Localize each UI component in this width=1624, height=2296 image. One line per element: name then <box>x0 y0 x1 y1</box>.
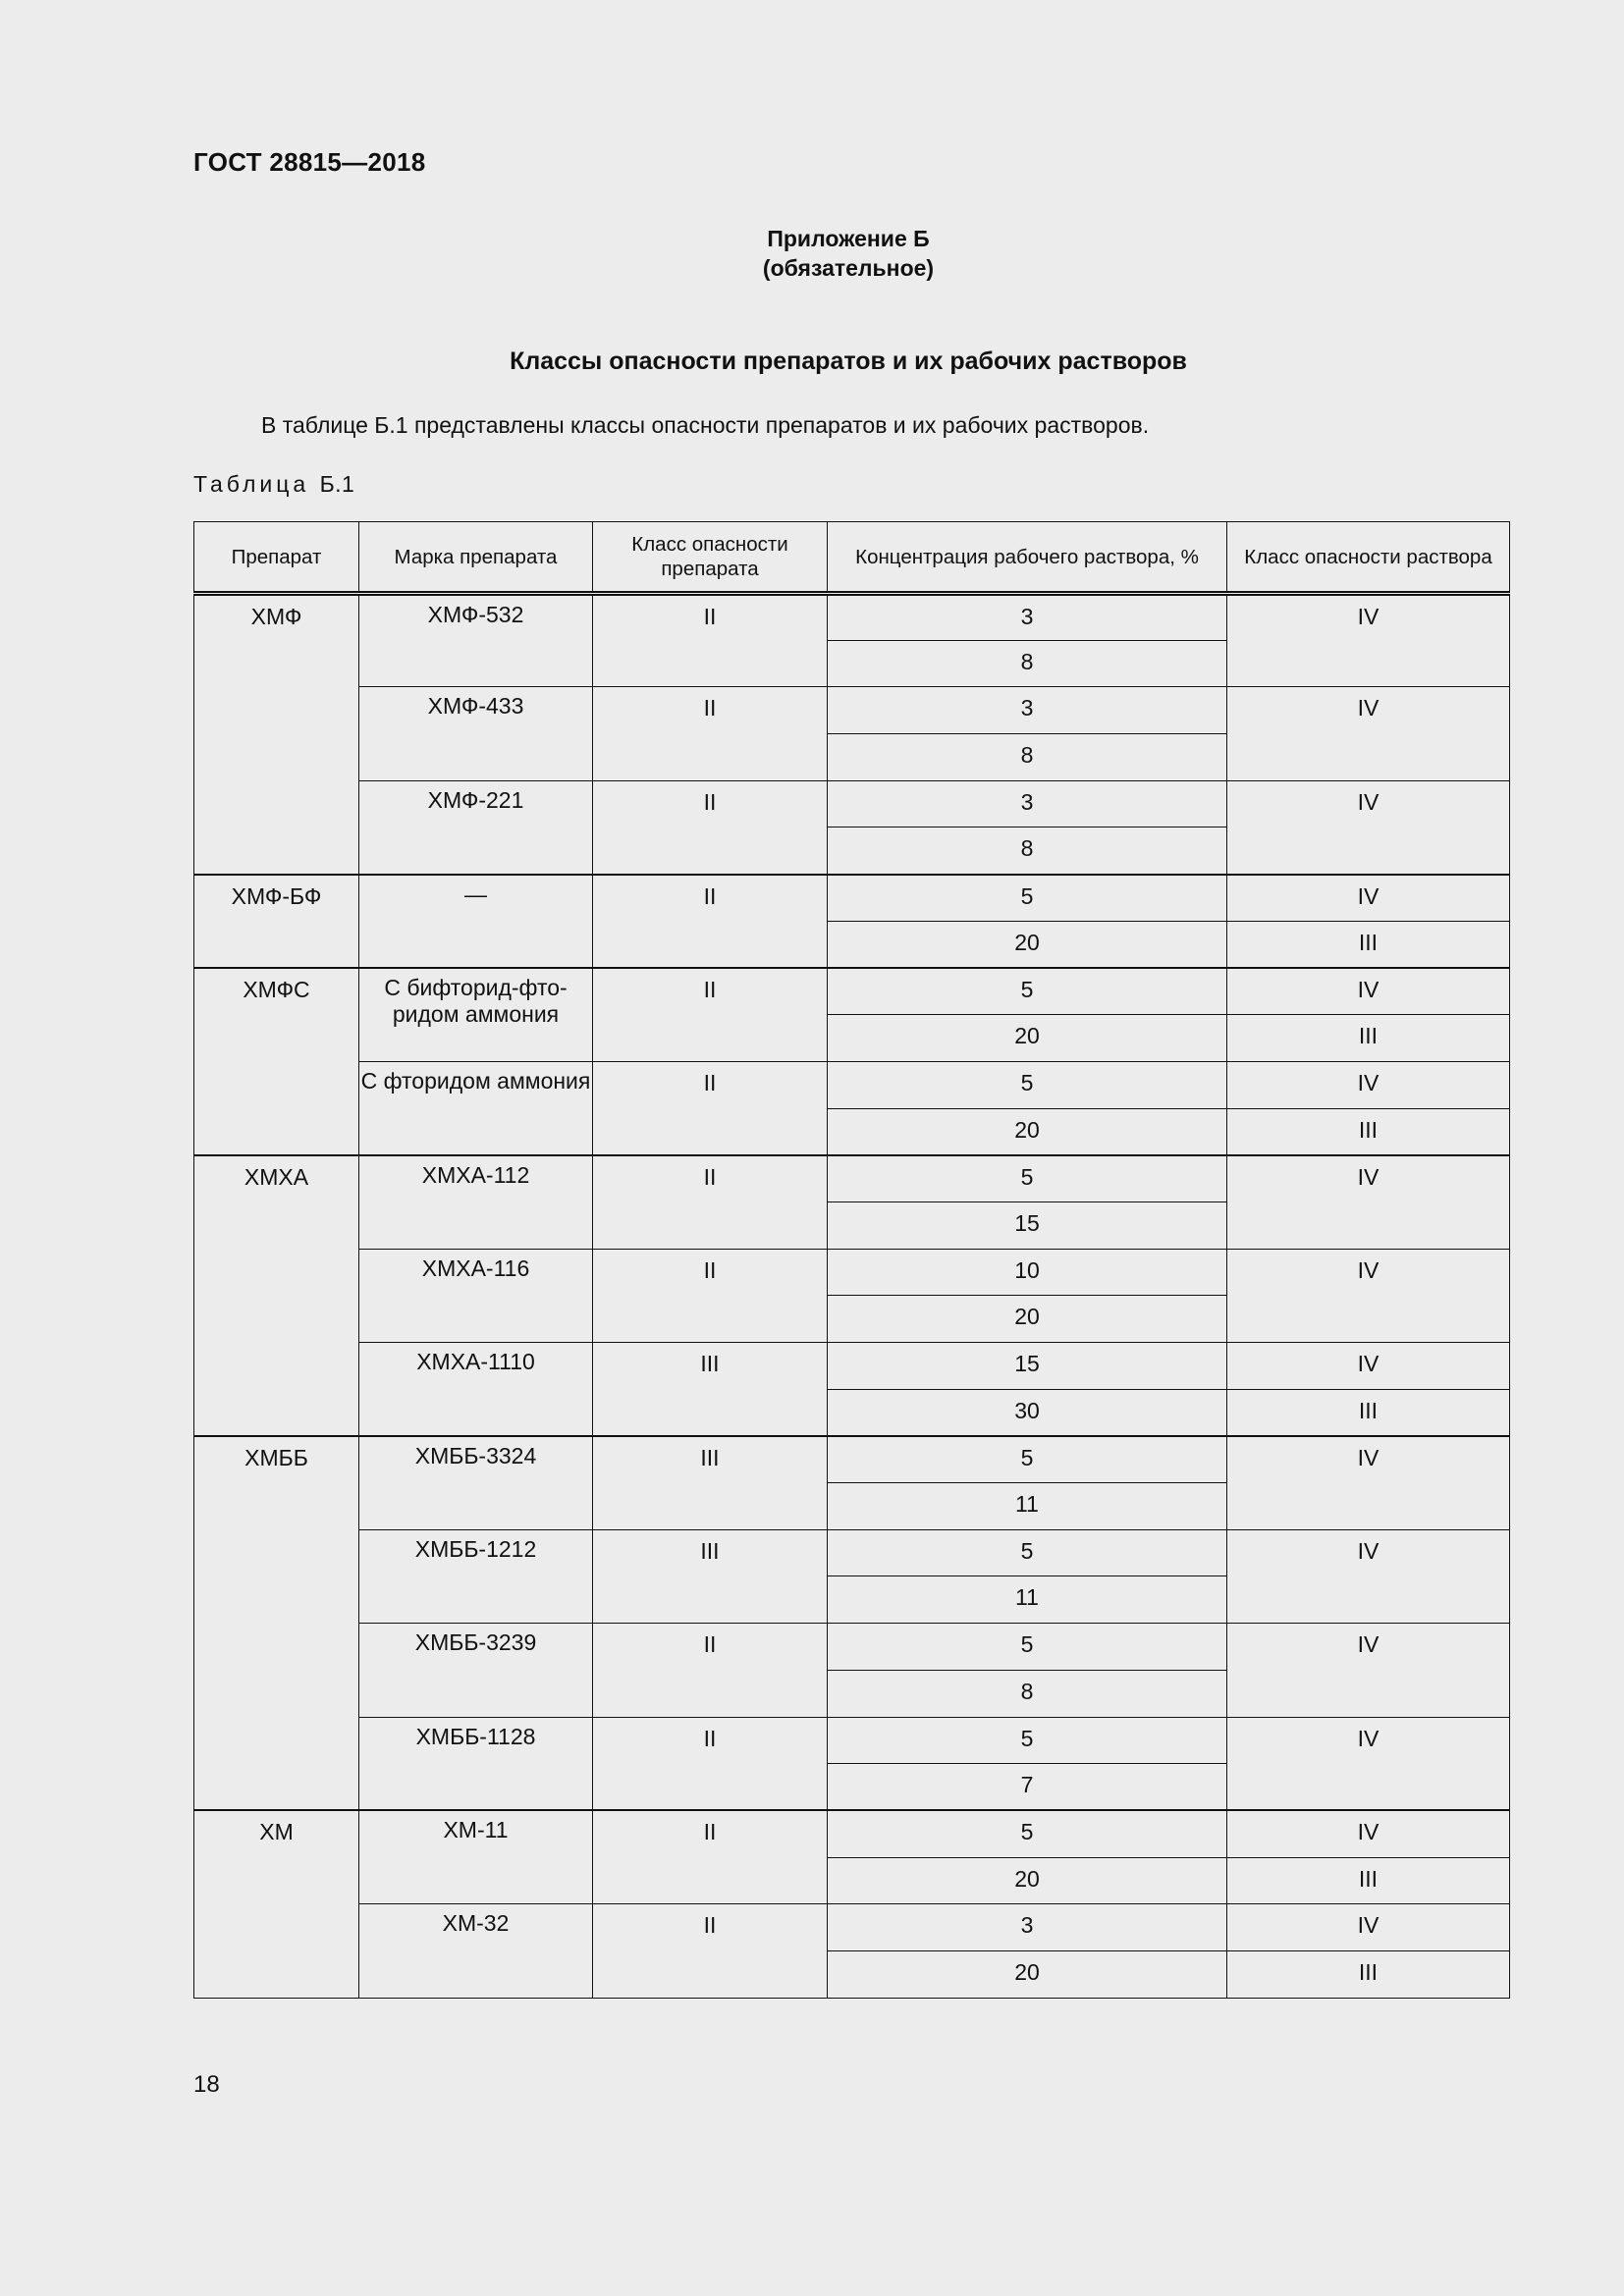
concentration-cell: 11 <box>828 1576 1227 1624</box>
concentration-cell: 30 <box>828 1389 1227 1436</box>
table-caption <box>193 471 354 498</box>
brand-cell: ХМФ-532 <box>359 594 593 687</box>
preparation-hazard-class-cell: II <box>593 1249 828 1342</box>
solution-hazard-class-cell: IV <box>1227 1343 1510 1390</box>
concentration-cell: 20 <box>828 1108 1227 1155</box>
table-row <box>194 594 1510 641</box>
table-row <box>194 1904 1510 1951</box>
concentration-cell: 20 <box>828 1950 1227 1998</box>
solution-hazard-class-cell: III <box>1227 1108 1510 1155</box>
table-row <box>194 875 1510 922</box>
solution-hazard-class-cell: IV <box>1227 1249 1510 1342</box>
preparation-hazard-class-cell: III <box>593 1436 828 1529</box>
brand-cell: С фторидом аммония <box>359 1061 593 1154</box>
preparation-hazard-class-cell: II <box>593 1155 828 1249</box>
preparation-hazard-class-cell: II <box>593 1061 828 1154</box>
concentration-cell: 11 <box>828 1483 1227 1530</box>
concentration-cell: 15 <box>828 1343 1227 1390</box>
column-header: Класс опасности раствора <box>1227 522 1510 594</box>
solution-hazard-class-cell: IV <box>1227 594 1510 687</box>
solution-hazard-class-cell: III <box>1227 1950 1510 1998</box>
concentration-cell: 20 <box>828 921 1227 968</box>
solution-hazard-class-cell: III <box>1227 1389 1510 1436</box>
concentration-cell: 5 <box>828 1810 1227 1857</box>
intro-paragraph: В таблице Б.1 представлены классы опасности препаратов и их рабочих растворов. <box>261 412 1150 438</box>
table-row <box>194 1061 1510 1108</box>
concentration-cell: 8 <box>828 640 1227 687</box>
solution-hazard-class-cell: IV <box>1227 687 1510 780</box>
concentration-cell: 8 <box>828 828 1227 875</box>
column-header: Марка препарата <box>359 522 593 594</box>
concentration-cell: 8 <box>828 734 1227 781</box>
document-code: ГОСТ 28815—2018 <box>193 147 426 177</box>
preparation-hazard-class-cell: II <box>593 1810 828 1903</box>
preparation-cell: ХМХА <box>194 1155 359 1436</box>
preparation-cell: ХМФ <box>194 594 359 875</box>
solution-hazard-class-cell: III <box>1227 1015 1510 1062</box>
column-header: Класс опасности препарата <box>593 522 828 594</box>
table-caption-label: Таблица <box>193 471 310 497</box>
table-row <box>194 1529 1510 1576</box>
hazard-class-table <box>193 521 1510 1999</box>
appendix-status: (обязательное) <box>762 255 935 281</box>
concentration-cell: 3 <box>828 780 1227 828</box>
concentration-cell: 5 <box>828 1717 1227 1764</box>
concentration-cell: 8 <box>828 1670 1227 1717</box>
column-header: Препарат <box>194 522 359 594</box>
table-body <box>194 594 1510 1999</box>
preparation-hazard-class-cell: II <box>593 1904 828 1998</box>
concentration-cell: 3 <box>828 687 1227 734</box>
solution-hazard-class-cell: IV <box>1227 1529 1510 1623</box>
brand-cell: ХМХА-112 <box>359 1155 593 1249</box>
concentration-cell: 15 <box>828 1201 1227 1249</box>
table-header-row <box>194 522 1510 594</box>
preparation-cell: ХМББ <box>194 1436 359 1811</box>
brand-cell: ХМ-11 <box>359 1810 593 1903</box>
concentration-cell: 3 <box>828 594 1227 641</box>
table-row <box>194 1717 1510 1764</box>
preparation-cell: ХМФ-БФ <box>194 875 359 968</box>
solution-hazard-class-cell: IV <box>1227 1904 1510 1951</box>
concentration-cell: 5 <box>828 1061 1227 1108</box>
table-row <box>194 1343 1510 1390</box>
concentration-cell: 5 <box>828 1529 1227 1576</box>
brand-cell: ХМББ-1212 <box>359 1529 593 1623</box>
concentration-cell: 3 <box>828 1904 1227 1951</box>
preparation-hazard-class-cell: II <box>593 968 828 1061</box>
brand-cell: ХМББ-3324 <box>359 1436 593 1529</box>
solution-hazard-class-cell: IV <box>1227 1155 1510 1249</box>
concentration-cell: 20 <box>828 1015 1227 1062</box>
brand-cell: ХМХА-1110 <box>359 1343 593 1436</box>
preparation-hazard-class-cell: II <box>593 687 828 780</box>
concentration-cell: 20 <box>828 1857 1227 1904</box>
solution-hazard-class-cell: IV <box>1227 1717 1510 1810</box>
preparation-hazard-class-cell: II <box>593 780 828 874</box>
brand-cell: ХМ-32 <box>359 1904 593 1998</box>
appendix-title: Приложение Б <box>767 226 930 251</box>
table-row <box>194 687 1510 734</box>
concentration-cell: 5 <box>828 1436 1227 1483</box>
page-number: 18 <box>193 2071 220 2098</box>
solution-hazard-class-cell: IV <box>1227 875 1510 922</box>
preparation-hazard-class-cell: III <box>593 1529 828 1623</box>
preparation-hazard-class-cell: II <box>593 875 828 968</box>
table-row <box>194 1624 1510 1671</box>
solution-hazard-class-cell: IV <box>1227 1436 1510 1529</box>
preparation-cell: ХМФС <box>194 968 359 1155</box>
solution-hazard-class-cell: IV <box>1227 1624 1510 1717</box>
brand-cell: ХМФ-221 <box>359 780 593 874</box>
table-caption-number: Б.1 <box>319 471 355 497</box>
solution-hazard-class-cell: III <box>1227 1857 1510 1904</box>
solution-hazard-class-cell: IV <box>1227 968 1510 1015</box>
concentration-cell: 5 <box>828 968 1227 1015</box>
solution-hazard-class-cell: IV <box>1227 1810 1510 1857</box>
solution-hazard-class-cell: IV <box>1227 780 1510 874</box>
table-row <box>194 780 1510 828</box>
preparation-hazard-class-cell: II <box>593 1624 828 1717</box>
column-header: Концентрация рабочего раствора, % <box>828 522 1227 594</box>
table-row <box>194 1810 1510 1857</box>
solution-hazard-class-cell: IV <box>1227 1061 1510 1108</box>
preparation-hazard-class-cell: II <box>593 594 828 687</box>
preparation-hazard-class-cell: II <box>593 1717 828 1810</box>
concentration-cell: 20 <box>828 1296 1227 1343</box>
table-row <box>194 1155 1510 1202</box>
brand-cell: — <box>359 875 593 968</box>
brand-cell: ХМФ-433 <box>359 687 593 780</box>
brand-cell: ХМХА-116 <box>359 1249 593 1342</box>
brand-cell: ХМББ-1128 <box>359 1717 593 1810</box>
table-row <box>194 1249 1510 1296</box>
concentration-cell: 5 <box>828 1624 1227 1671</box>
section-title: Классы опасности препаратов и их рабочих растворов <box>510 347 1187 375</box>
appendix-heading <box>0 224 1624 283</box>
preparation-hazard-class-cell: III <box>593 1343 828 1436</box>
solution-hazard-class-cell: III <box>1227 921 1510 968</box>
concentration-cell: 7 <box>828 1764 1227 1811</box>
table-row <box>194 1436 1510 1483</box>
concentration-cell: 10 <box>828 1249 1227 1296</box>
brand-cell: ХМББ-3239 <box>359 1624 593 1717</box>
brand-cell: С бифторид-фто-ридом аммония <box>359 968 593 1061</box>
preparation-cell: ХМ <box>194 1810 359 1998</box>
concentration-cell: 5 <box>828 1155 1227 1202</box>
concentration-cell: 5 <box>828 875 1227 922</box>
table-row <box>194 968 1510 1015</box>
